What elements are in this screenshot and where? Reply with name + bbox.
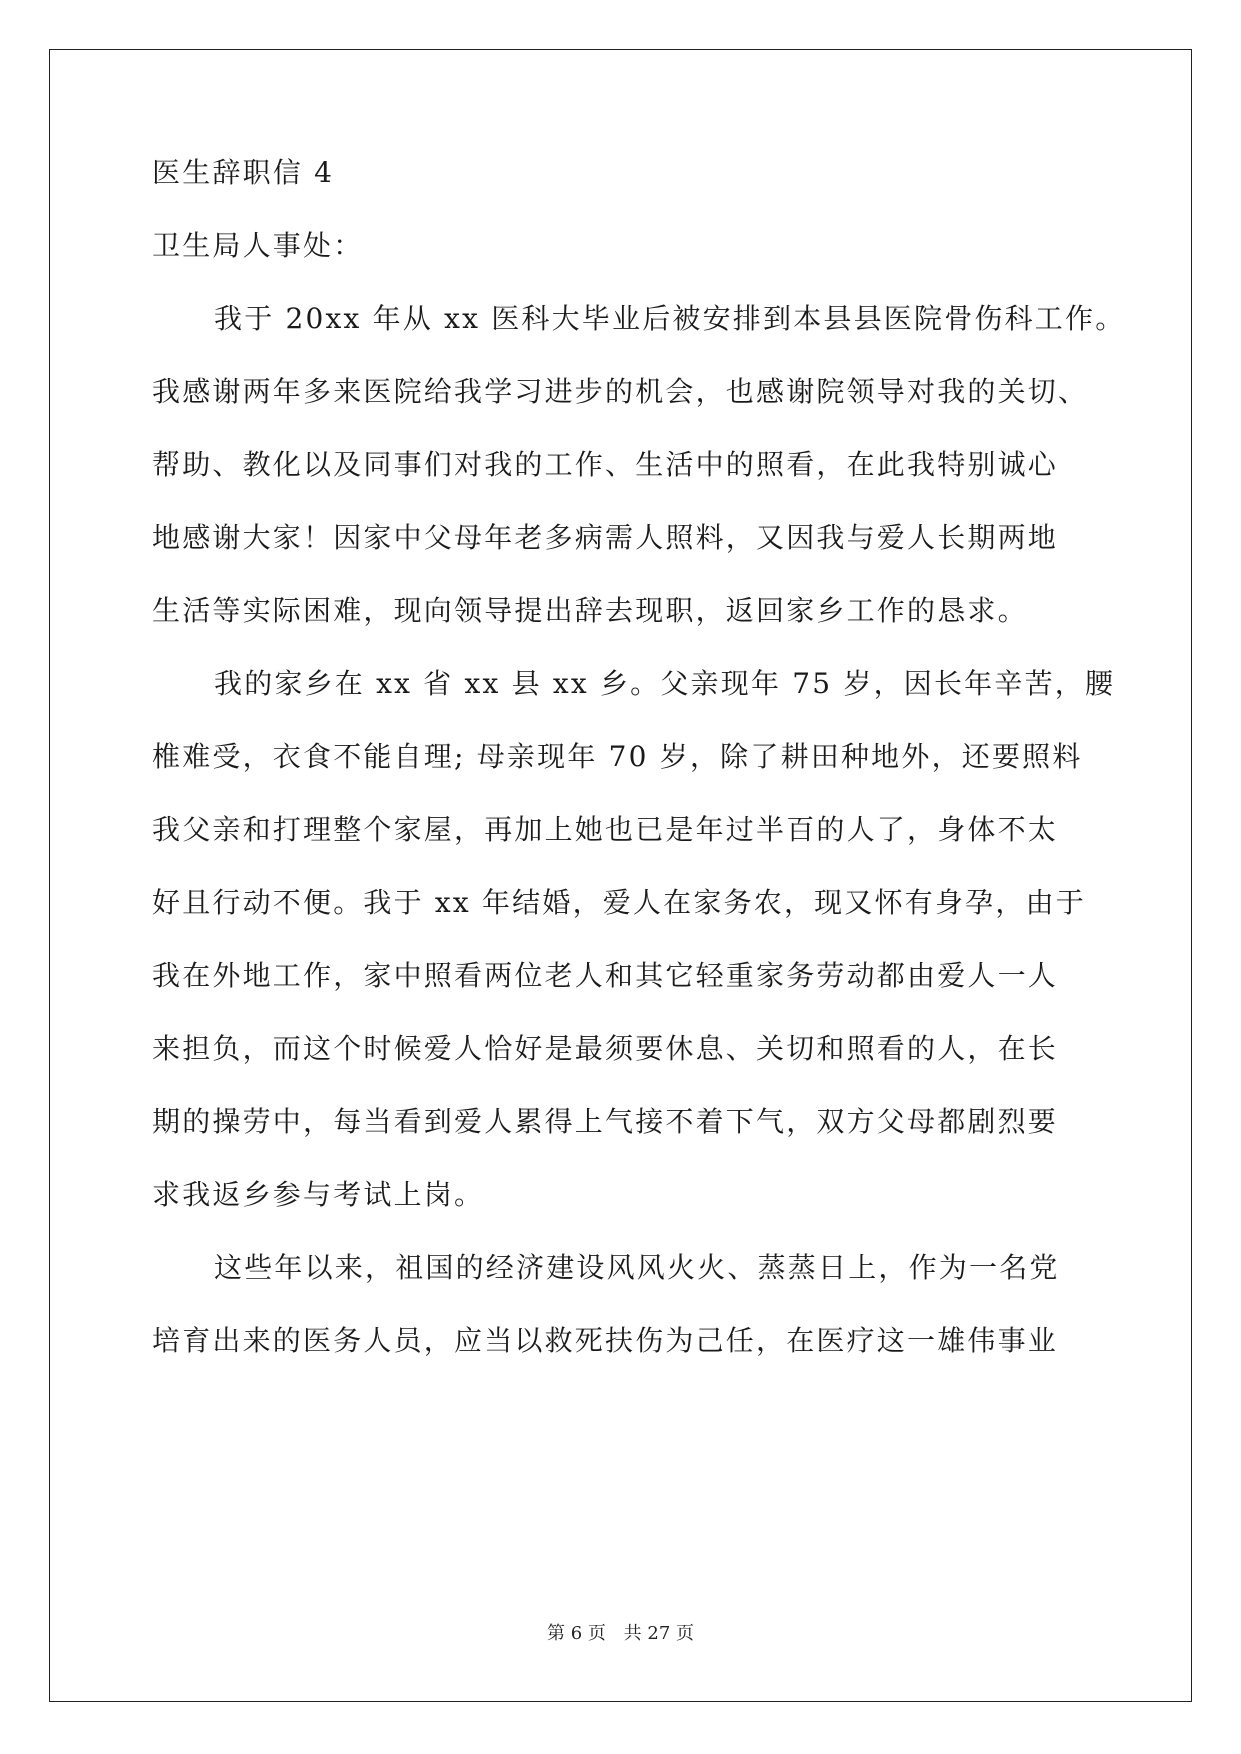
- body-line: 地感谢大家！因家中父母年老多病需人照料，又因我与爱人长期两地: [152, 521, 1059, 554]
- body-line: 我在外地工作，家中照看两位老人和其它轻重家务劳动都由爱人一人: [152, 959, 1059, 992]
- page-number: 第 6 页: [547, 1623, 606, 1644]
- body-line: 来担负，而这个时候爱人恰好是最须要休息、关切和照看的人，在长: [152, 1032, 1059, 1065]
- body-line: 我父亲和打理整个家屋，再加上她也已是年过半百的人了，身体不太: [152, 813, 1059, 846]
- body-line: 帮助、教化以及同事们对我的工作、生活中的照看，在此我特别诚心: [152, 448, 1059, 481]
- body-line: 我感谢两年多来医院给我学习进步的机会，也感谢院领导对我的关切、: [152, 375, 1089, 408]
- body-line: 求我返乡参与考试上岗。: [152, 1178, 485, 1211]
- body-line: 培育出来的医务人员，应当以救死扶伤为己任，在医疗这一雄伟事业: [152, 1324, 1059, 1357]
- body-line: 这些年以来，祖国的经济建设风风火火、蒸蒸日上，作为一名党: [214, 1251, 1060, 1284]
- body-line: 椎难受，衣食不能自理; 母亲现年 70 岁，除了耕田种地外，还要照料: [152, 740, 1083, 773]
- body-line: 我于 20xx 年从 xx 医科大毕业后被安排到本县县医院骨伤科工作。: [214, 302, 1126, 335]
- body-line: 生活等实际困难，现向领导提出辞去现职，返回家乡工作的恳求。: [152, 594, 1028, 627]
- page-total: 共 27 页: [623, 1623, 694, 1644]
- page-footer: [0, 1622, 1241, 1646]
- body-line: 我的家乡在 xx 省 xx 县 xx 乡。父亲现年 75 岁，因长年辛苦，腰: [214, 667, 1116, 700]
- page-border: [49, 49, 1192, 1702]
- document-title: 医生辞职信 4: [152, 156, 335, 189]
- salutation: 卫生局人事处：: [152, 229, 364, 262]
- body-line: 期的操劳中，每当看到爱人累得上气接不着下气，双方父母都剧烈要: [152, 1105, 1059, 1138]
- body-line: 好且行动不便。我于 xx 年结婚，爱人在家务农，现又怀有身孕，由于: [152, 886, 1086, 919]
